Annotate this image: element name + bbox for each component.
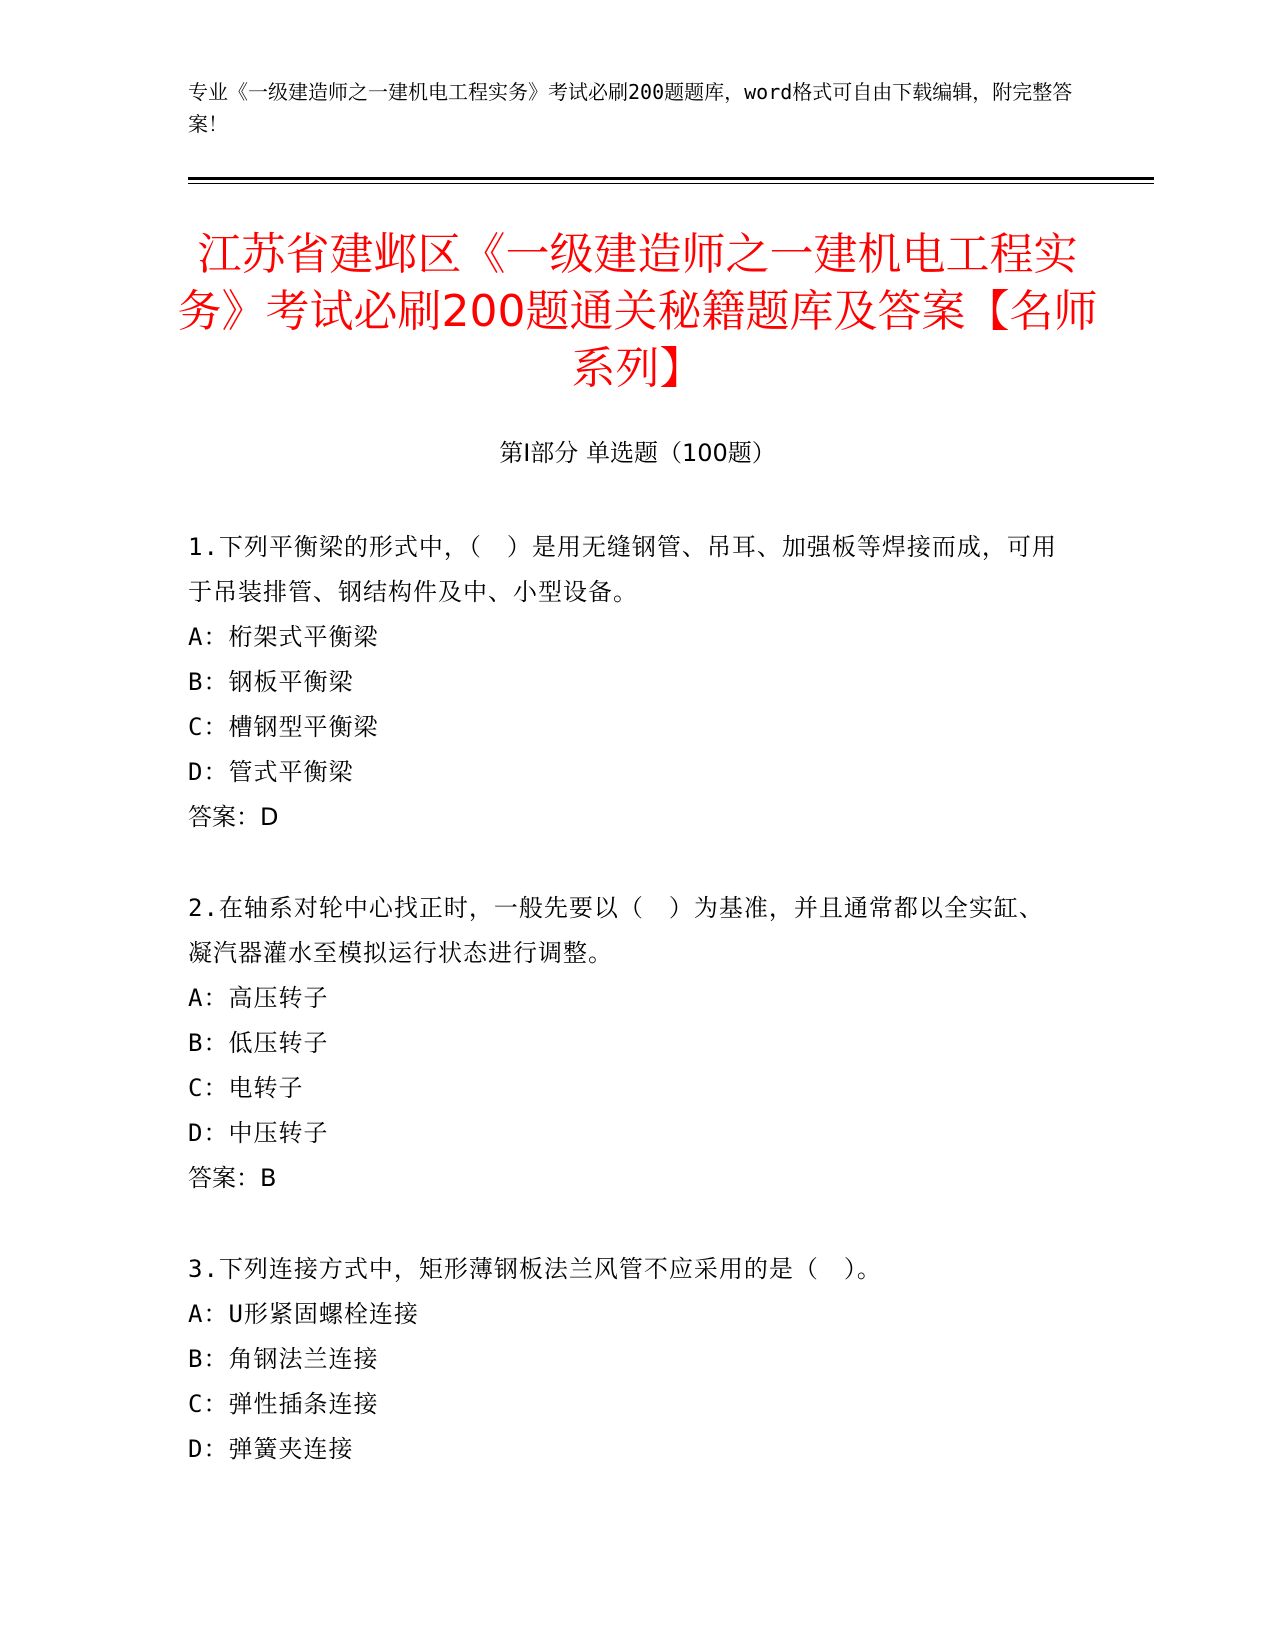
option-c: C：弹性插条连接: [188, 1390, 379, 1418]
option-c: C：槽钢型平衡梁: [188, 713, 379, 741]
option-a: A：高压转子: [188, 984, 329, 1012]
question-list: [188, 525, 1068, 1518]
answer: 答案：D: [188, 803, 279, 831]
header-rule-thick: [188, 177, 1154, 180]
option-c: C：电转子: [188, 1074, 304, 1102]
option-a: A：桁架式平衡梁: [188, 623, 379, 651]
option-d: D：弹簧夹连接: [188, 1435, 354, 1463]
option-a: A：U形紧固螺栓连接: [188, 1300, 419, 1328]
header-note: 专业《一级建造师之一建机电工程实务》考试必刷200题题库，word格式可自由下载编辑，附完整答案！: [188, 80, 1073, 136]
option-b: B：角钢法兰连接: [188, 1345, 379, 1373]
answer: 答案：B: [188, 1164, 277, 1192]
question-3: [188, 1247, 1068, 1472]
question-2: [188, 886, 1068, 1201]
question-1: [188, 525, 1068, 840]
section-heading: 第I部分 单选题（100题）: [499, 439, 776, 467]
question-stem: 2.在轴系对轮中心找正时，一般先要以（ ）为基准，并且通常都以全实缸、凝汽器灌水至模拟运行状态进行调整。: [188, 894, 1044, 967]
document-title: 江苏省建邺区《一级建造师之一建机电工程实务》考试必刷200题通关秘籍题库及答案【名师系列】: [177, 229, 1098, 394]
option-b: B：钢板平衡梁: [188, 668, 354, 696]
question-stem: 3.下列连接方式中，矩形薄钢板法兰风管不应采用的是（ ）。: [188, 1255, 882, 1283]
option-b: B：低压转子: [188, 1029, 329, 1057]
header-rule-thin: [188, 183, 1154, 184]
option-d: D：中压转子: [188, 1119, 329, 1147]
question-stem: 1.下列平衡梁的形式中，（ ）是用无缝钢管、吊耳、加强板等焊接而成，可用于吊装排管、钢结构件及中、小型设备。: [188, 533, 1057, 606]
option-d: D：管式平衡梁: [188, 758, 354, 786]
